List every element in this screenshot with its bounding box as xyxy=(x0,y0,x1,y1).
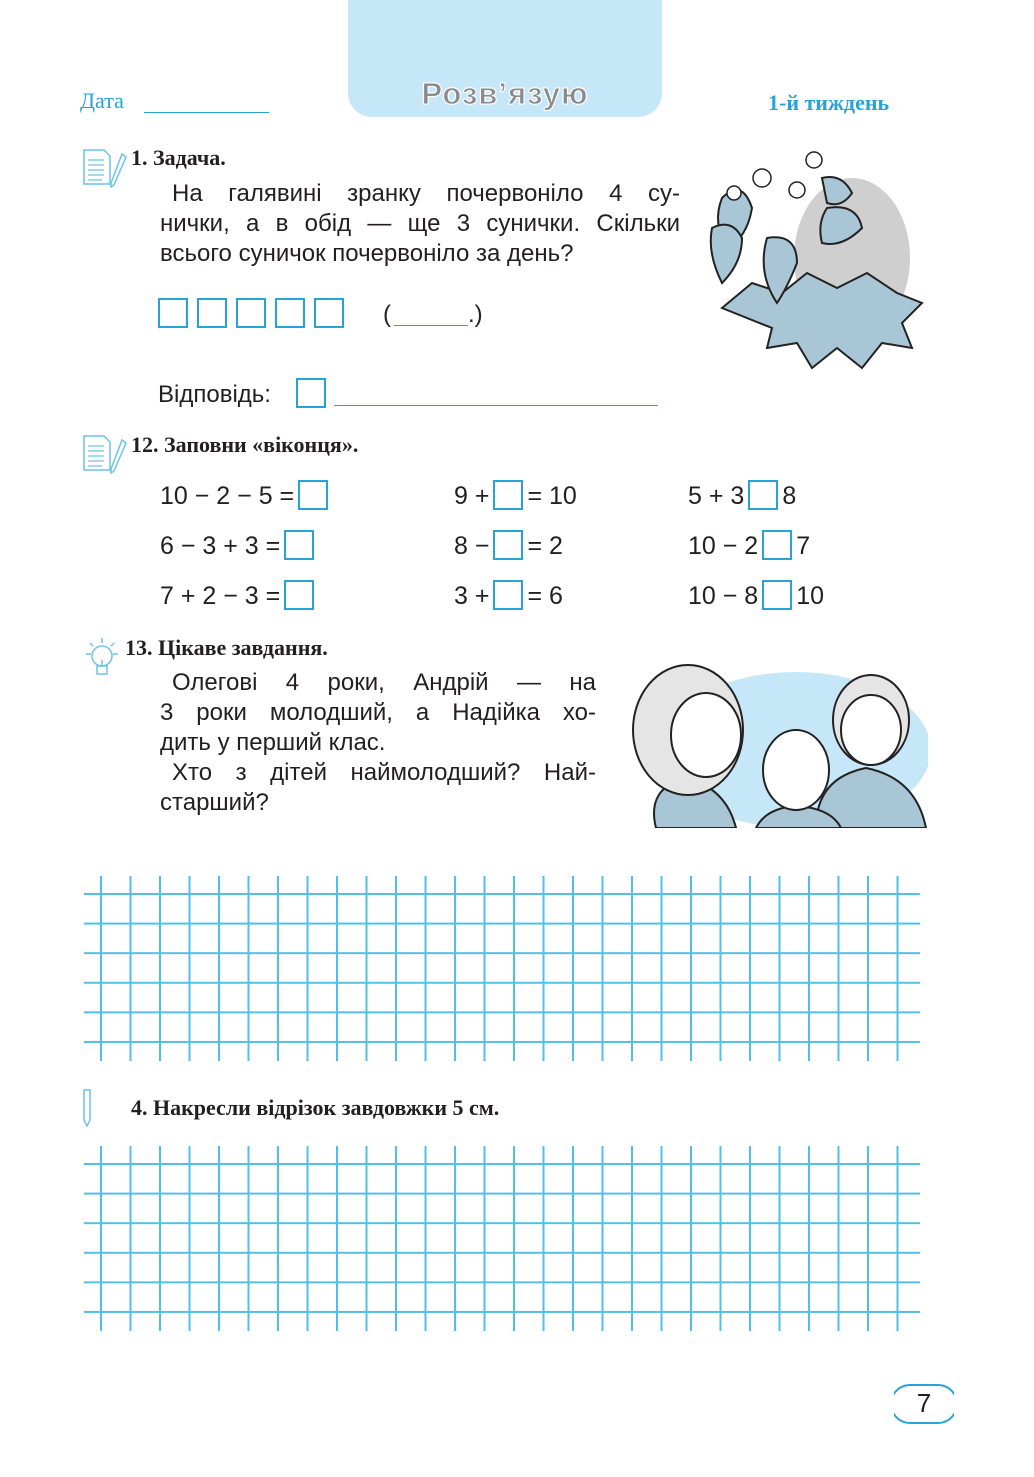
answer-box[interactable] xyxy=(158,298,188,328)
fill-box[interactable] xyxy=(748,480,778,510)
lightbulb-icon xyxy=(82,636,122,680)
equation: 3 + = 6 xyxy=(454,582,563,610)
task13-title: 13. Цікаве завдання. xyxy=(125,635,328,660)
answer-label: Відповідь: xyxy=(158,381,271,408)
fill-box[interactable] xyxy=(284,530,314,560)
notebook-pencil-icon xyxy=(82,146,128,188)
answer-box[interactable] xyxy=(236,298,266,328)
equation: 5 + 3 8 xyxy=(688,482,797,510)
equation: 7 + 2 − 3 = xyxy=(160,582,318,612)
fill-box[interactable] xyxy=(298,480,328,510)
page-number: 7 xyxy=(916,1388,932,1418)
fill-box[interactable] xyxy=(493,530,523,560)
fill-box[interactable] xyxy=(493,580,523,610)
task13-line: старший? xyxy=(160,789,269,816)
equation: 6 − 3 + 3 = xyxy=(160,532,318,562)
fill-box[interactable] xyxy=(284,580,314,610)
unit-field[interactable] xyxy=(394,325,468,326)
answer-box[interactable] xyxy=(275,298,305,328)
task1-line: На галявині зранку почервоніло 4 су- xyxy=(172,180,680,207)
section-title: Розв’язую xyxy=(421,76,589,111)
date-label: Дата xyxy=(80,88,124,113)
task1-title: 1. Задача. xyxy=(131,145,226,170)
task1-text xyxy=(160,179,680,269)
strawberry-illustration xyxy=(702,148,928,373)
task13-text xyxy=(160,668,596,818)
task1-line: всього суничок почервоніло за день? xyxy=(160,240,574,267)
task13-line: 3 роки молодший, а Надійка хо- xyxy=(160,699,596,726)
squared-grid-area[interactable] xyxy=(84,876,920,1061)
equation: 8 − = 2 xyxy=(454,532,563,560)
answer-box[interactable] xyxy=(197,298,227,328)
equation: 10 − 8 10 xyxy=(688,582,825,610)
fill-box[interactable] xyxy=(493,480,523,510)
fill-box[interactable] xyxy=(762,580,792,610)
notebook-pencil-icon xyxy=(82,432,128,474)
answer-box[interactable] xyxy=(314,298,344,328)
equation: 9 + = 10 xyxy=(454,482,577,510)
task12-title: 12. Заповни «віконця». xyxy=(131,432,359,457)
task13-line: дить у перший клас. xyxy=(160,729,386,756)
pencil-icon xyxy=(80,1088,94,1128)
squared-grid-area[interactable] xyxy=(84,1146,920,1331)
answer-number-box[interactable] xyxy=(296,378,326,408)
week-label: 1-й тиждень xyxy=(768,90,890,115)
task13-line: Хто з дітей наймолодший? Най- xyxy=(172,759,596,786)
children-illustration xyxy=(626,650,928,828)
fill-box[interactable] xyxy=(762,530,792,560)
equation: 10 − 2 7 xyxy=(688,532,811,560)
answer-line[interactable] xyxy=(334,405,658,406)
unit-open: ( xyxy=(383,301,391,328)
date-field[interactable] xyxy=(144,112,269,113)
unit-close: .) xyxy=(468,301,483,328)
task13-line: Олегові 4 роки, Андрій — на xyxy=(172,669,596,696)
task4-title: 4. Накресли відрізок завдовжки 5 см. xyxy=(131,1095,500,1120)
task1-line: нички, а в обід — ще 3 сунички. Скільки xyxy=(160,210,680,237)
equation: 10 − 2 − 5 = xyxy=(160,482,332,512)
